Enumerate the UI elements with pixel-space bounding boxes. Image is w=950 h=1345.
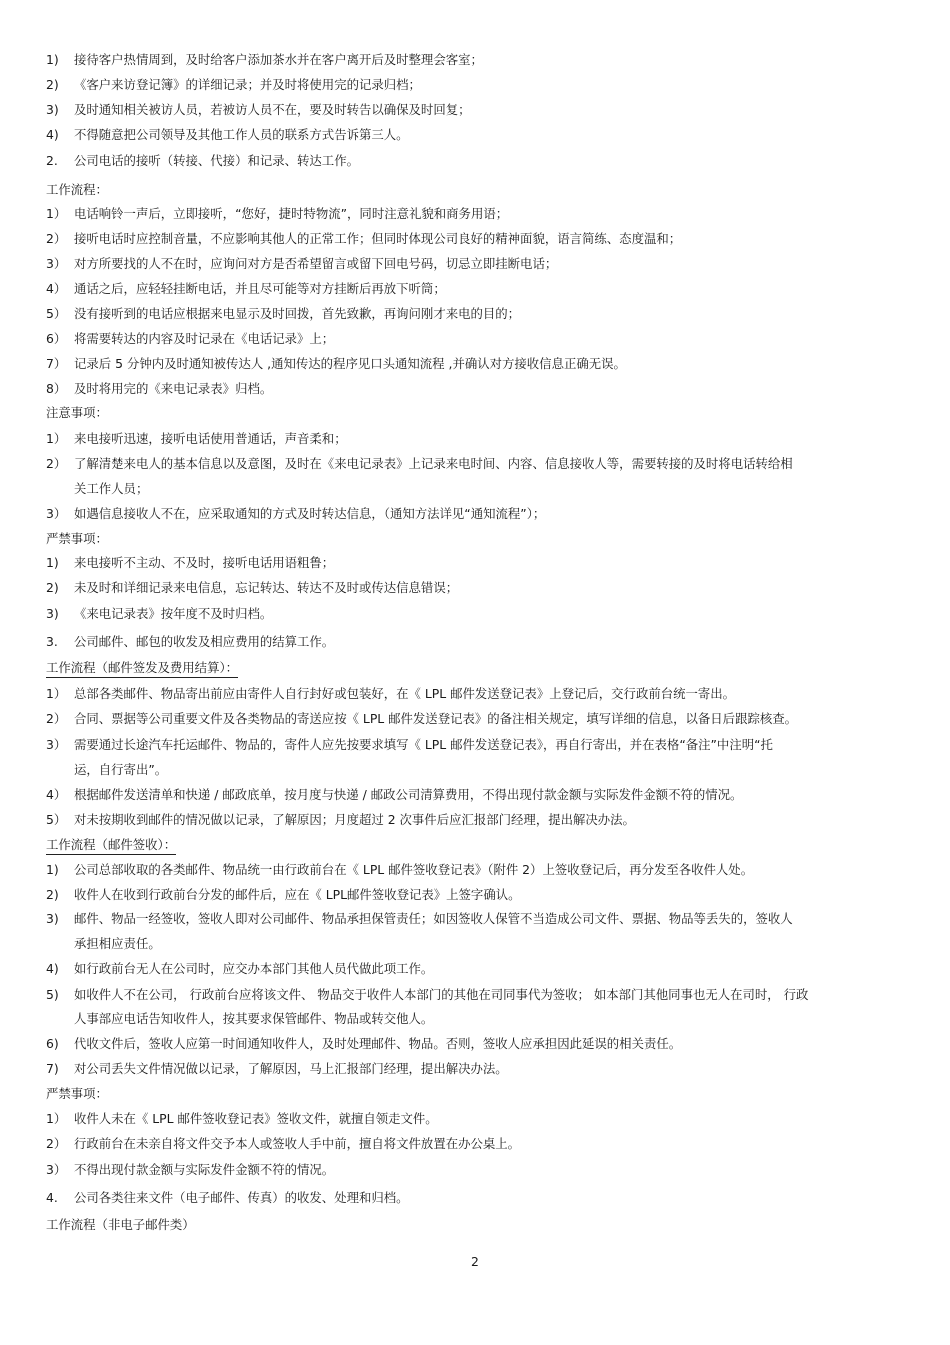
text-content: 严禁事项： [46, 1086, 108, 1101]
text-content: 对公司丢失文件情况做以记录，了解原因，马上汇报部门经理，提出解决办法。 [74, 1061, 508, 1076]
text-content: 收件人在收到行政前台分发的邮件后，应在《 LPL邮件签收登记表》上签字确认。 [74, 887, 521, 902]
text-continuation: 人事部应电话告知收件人，按其要求保管邮件、物品或转交他人。 [74, 1011, 434, 1026]
text-content: 及时将用完的《来电记录表》归档。 [74, 381, 273, 396]
text-content: 工作流程： [46, 182, 108, 197]
list-number: 3） [46, 256, 67, 271]
text-content: 《来电记录表》按年度不及时归档。 [74, 606, 273, 621]
text-content: 根据邮件发送清单和快递 / 邮政底单，按月度与快递 / 邮政公司清算费用，不得出现付款金额与实际发件金额不符的情况。 [74, 787, 743, 802]
text-content: 接听电话时应控制音量，不应影响其他人的正常工作；但同时体现公司良好的精神面貌，语言简练、态度温和； [74, 231, 682, 246]
text-content: 未及时和详细记录来电信息，忘记转达、转达不及时或传达信息错误； [74, 580, 459, 595]
text-content: 来电接听迅速，接听电话使用普通话，声音柔和； [74, 431, 347, 446]
list-number: 4) [46, 961, 59, 976]
list-number: 4） [46, 787, 67, 802]
text-content: 接待客户热情周到，及时给客户添加茶水并在客户离开后及时整理会客室； [74, 52, 483, 67]
list-number: 1） [46, 1111, 67, 1126]
list-number: 3) [46, 911, 59, 926]
text-content: 不得随意把公司领导及其他工作人员的联系方式告诉第三人。 [74, 127, 409, 142]
list-number: 1) [46, 52, 59, 67]
list-number: 2) [46, 887, 59, 902]
list-number: 8） [46, 381, 67, 396]
list-number: 6） [46, 331, 67, 346]
list-number: 7） [46, 356, 67, 371]
list-number: 2） [46, 711, 67, 726]
list-number: 2. [46, 153, 58, 168]
text-content: 将需要转达的内容及时记录在《电话记录》上； [74, 331, 335, 346]
list-number: 6) [46, 1036, 59, 1051]
text-content: 《客户来访登记簿》的详细记录；并及时将使用完的记录归档； [74, 77, 421, 92]
list-number: 2) [46, 77, 59, 92]
list-number: 4) [46, 127, 59, 142]
text-content: 工作流程（邮件签发及费用结算）： [46, 660, 238, 678]
text-content: 严禁事项： [46, 531, 108, 546]
text-content: 了解清楚来电人的基本信息以及意图，及时在《来电记录表》上记录来电时间、内容、信息接收人等，需要转接的及时将电话转给相 [74, 456, 793, 471]
text-content: 记录后 5 分钟内及时通知被传达人 ,通知传达的程序见口头通知流程 ,并确认对方接收信息正确无误。 [74, 356, 626, 371]
text-content: 公司邮件、邮包的收发及相应费用的结算工作。 [74, 634, 335, 649]
text-content: 公司总部收取的各类邮件、物品统一由行政前台在《 LPL 邮件签收登记表》（附件 2）上签收登记后，再分发至各收件人处。 [74, 862, 754, 877]
list-number: 5） [46, 306, 67, 321]
list-number: 3) [46, 606, 59, 621]
list-number: 3) [46, 102, 59, 117]
list-number: 3. [46, 634, 58, 649]
list-number: 5) [46, 987, 59, 1002]
list-number: 1） [46, 686, 67, 701]
list-number: 4. [46, 1190, 58, 1205]
text-continuation: 承担相应责任。 [74, 936, 161, 951]
text-content: 总部各类邮件、物品寄出前应由寄件人自行封好或包装好，在《 LPL 邮件发送登记表》上登记后，交行政前台统一寄出。 [74, 686, 736, 701]
text-content: 对方所要找的人不在时，应询问对方是否希望留言或留下回电号码，切忌立即挂断电话； [74, 256, 558, 271]
text-content: 及时通知相关被访人员，若被访人员不在，要及时转告以确保及时回复； [74, 102, 471, 117]
page-number: 2 [471, 1254, 479, 1269]
list-number: 2） [46, 231, 67, 246]
text-content: 注意事项： [46, 405, 108, 420]
text-content: 收件人未在《 LPL 邮件签收登记表》签收文件，就擅自领走文件。 [74, 1111, 438, 1126]
list-number: 2） [46, 1136, 67, 1151]
list-number: 2） [46, 456, 67, 471]
list-number: 5） [46, 812, 67, 827]
text-content: 如遇信息接收人不在，应采取通知的方式及时转达信息，（通知方法详见“通知流程”）； [74, 506, 546, 521]
text-content: 没有接听到的电话应根据来电显示及时回拨，首先致歉，再询问刚才来电的目的； [74, 306, 521, 321]
text-content: 合同、票据等公司重要文件及各类物品的寄送应按《 LPL 邮件发送登记表》的备注相关规定，填写详细的信息，以备日后跟踪核查。 [74, 711, 798, 726]
text-continuation: 关工作人员； [74, 481, 149, 496]
list-number: 3） [46, 1162, 67, 1177]
text-content: 代收文件后，签收人应第一时间通知收件人，及时处理邮件、物品。否则，签收人应承担因此延误的相关责任。 [74, 1036, 682, 1051]
text-content: 邮件、物品一经签收，签收人即对公司邮件、物品承担保管责任；如因签收人保管不当造成公司文件、票据、物品等丢失的，签收人 [74, 911, 793, 926]
text-content: 不得出现付款金额与实际发件金额不符的情况。 [74, 1162, 335, 1177]
list-number: 1) [46, 862, 59, 877]
list-number: 3） [46, 737, 67, 752]
text-content: 工作流程（邮件签收）： [46, 837, 176, 855]
text-content: 需要通过长途汽车托运邮件、物品的，寄件人应先按要求填写《 LPL 邮件发送登记表》，再自行寄出，并在表格“备注”中注明“托 [74, 737, 773, 752]
list-number: 7) [46, 1061, 59, 1076]
list-number: 4） [46, 281, 67, 296]
text-content: 公司各类往来文件（电子邮件、传真）的收发、处理和归档。 [74, 1190, 409, 1205]
list-number: 2) [46, 580, 59, 595]
text-content: 公司电话的接听（转接、代接）和记录、转达工作。 [74, 153, 359, 168]
text-content: 如行政前台无人在公司时，应交办本部门其他人员代做此项工作。 [74, 961, 434, 976]
text-content: 行政前台在未亲自将文件交予本人或签收人手中前，擅自将文件放置在办公桌上。 [74, 1136, 521, 1151]
text-content: 对未按期收到邮件的情况做以记录，了解原因；月度超过 2 次事件后应汇报部门经理，提出解决办法。 [74, 812, 635, 827]
list-number: 3） [46, 506, 67, 521]
text-continuation: 运，自行寄出”。 [74, 762, 168, 777]
text-content: 电话响铃一声后，立即接听，“您好，捷时特物流”，同时注意礼貌和商务用语； [74, 206, 509, 221]
list-number: 1） [46, 431, 67, 446]
list-number: 1） [46, 206, 67, 221]
text-content: 工作流程（非电子邮件类） [46, 1217, 195, 1232]
text-content: 如收件人不在公司， 行政前台应将该文件、 物品交于收件人本部门的其他在司同事代为签收； 如本部门其他同事也无人在司时， 行政 [74, 987, 809, 1002]
text-content: 来电接听不主动、不及时，接听电话用语粗鲁； [74, 555, 335, 570]
text-content: 通话之后，应轻轻挂断电话，并且尽可能等对方挂断后再放下听筒； [74, 281, 446, 296]
list-number: 1) [46, 555, 59, 570]
